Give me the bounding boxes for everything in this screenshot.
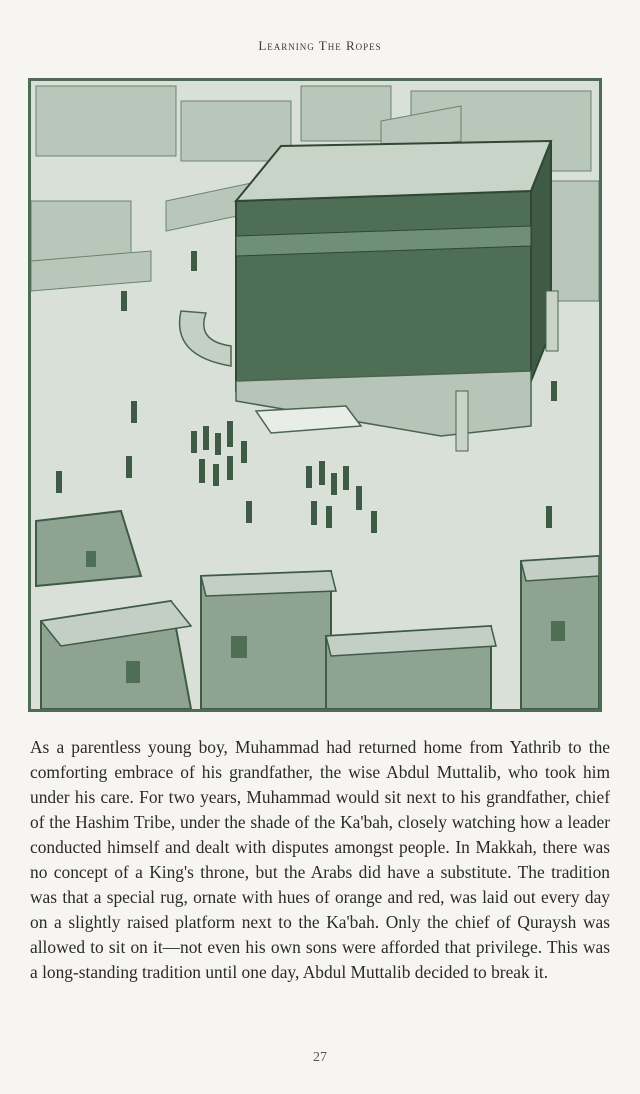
body-paragraph: As a parentless young boy, Muhammad had returned home from Yathrib to the comforting embrace of his grandfather, the wise Abdul Muttalib, who took him under his care. For two years, Muhammad would sit next to his grandfather, chief of the Hashim Tribe, under the shade of the Ka'bah, closely watching how a leader conducted himself and dealt with disputes amongst people. In Makkah, there was no concept of a King's throne, but the Arabs did have a substitute. The tradition was that a special rug, ornate with hues of orange and red, was laid out every day on a slightly raised platform next to the Ka'bah. Only the chief of Quraysh was allowed to sit on it—not even his own sons were afforded that privilege. This was a long-standing tradition until one day, Abdul Muttalib decided to break it.	[30, 737, 610, 982]
kaaba-scene-icon	[31, 81, 599, 709]
running-head: Learning The Ropes	[258, 38, 382, 53]
kaaba-illustration	[28, 78, 602, 712]
page-number: 27	[313, 1050, 327, 1065]
